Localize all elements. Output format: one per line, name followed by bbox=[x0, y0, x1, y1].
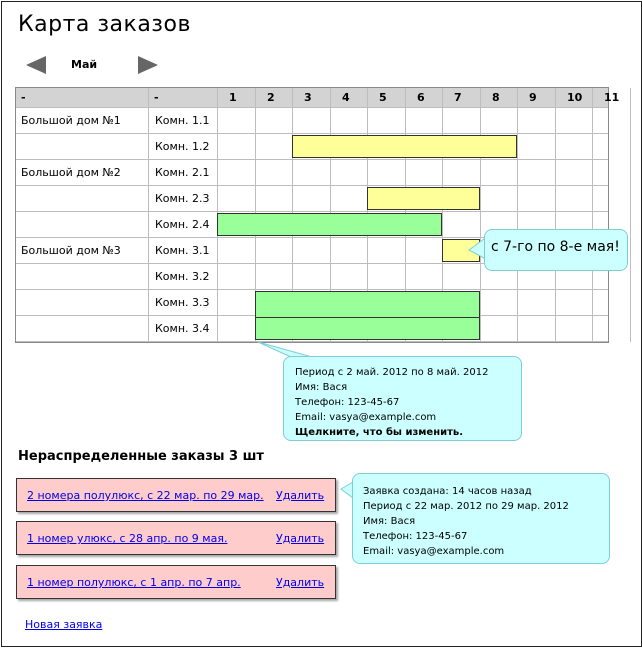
day-header: 4 bbox=[342, 91, 350, 104]
delete-order-link[interactable]: Удалить bbox=[276, 489, 325, 502]
range-callout bbox=[484, 229, 628, 271]
range-callout-text: с 7-го по 8-е мая! bbox=[491, 239, 620, 255]
order-link[interactable]: 2 номера полулюкс, с 22 мар. по 29 мар. bbox=[27, 489, 264, 502]
room-label: Комн. 3.2 bbox=[155, 270, 210, 283]
request-name: Имя: Вася bbox=[363, 516, 416, 527]
room-label: Комн. 3.1 bbox=[155, 244, 210, 257]
order-link[interactable]: 1 номер полулюкс, с 1 апр. по 7 апр. bbox=[27, 576, 241, 589]
request-info-callout bbox=[352, 473, 610, 564]
request-period: Период с 22 мар. 2012 по 29 мар. 2012 bbox=[363, 501, 569, 512]
day-header: 7 bbox=[454, 91, 462, 104]
room-label: Комн. 2.3 bbox=[155, 192, 210, 205]
order-item bbox=[16, 565, 336, 599]
room-label: Комн. 1.1 bbox=[155, 114, 210, 127]
order-item bbox=[16, 521, 336, 555]
unassigned-title: Нераспределенные заказы 3 шт bbox=[18, 449, 264, 464]
booking-hint: Щелкните, что бы изменить. bbox=[295, 427, 464, 438]
page-title: Карта заказов bbox=[18, 12, 191, 37]
current-month: Май bbox=[71, 58, 98, 71]
booking-name: Имя: Вася bbox=[295, 382, 348, 393]
day-header: 1 bbox=[229, 91, 237, 104]
day-header: 10 bbox=[567, 91, 583, 104]
order-link[interactable]: 1 номер улюкс, с 28 апр. по 9 мая. bbox=[27, 532, 228, 545]
day-header: 5 bbox=[379, 91, 387, 104]
room-label: Комн. 3.3 bbox=[155, 296, 210, 309]
house-label: Большой дом №2 bbox=[21, 166, 121, 179]
order-item bbox=[16, 478, 336, 512]
room-label: Комн. 3.4 bbox=[155, 322, 210, 335]
request-phone: Телефон: 123-45-67 bbox=[363, 531, 468, 542]
room-label: Комн. 2.4 bbox=[155, 218, 210, 231]
day-header: 3 bbox=[304, 91, 312, 104]
room-label: Комн. 1.2 bbox=[155, 140, 210, 153]
booking-info-callout bbox=[283, 356, 522, 441]
room-label: Комн. 2.1 bbox=[155, 166, 210, 179]
delete-order-link[interactable]: Удалить bbox=[276, 576, 325, 589]
request-email: Email: vasya@example.com bbox=[363, 546, 505, 557]
house-label: Большой дом №1 bbox=[21, 114, 121, 127]
booking-period: Период с 2 май. 2012 по 8 май. 2012 bbox=[295, 367, 489, 378]
day-header: 2 bbox=[267, 91, 275, 104]
house-label: Большой дом №3 bbox=[21, 244, 121, 257]
day-header: 6 bbox=[417, 91, 425, 104]
delete-order-link[interactable]: Удалить bbox=[276, 532, 325, 545]
new-request-link[interactable]: Новая заявка bbox=[25, 618, 103, 631]
header-room: - bbox=[154, 91, 159, 104]
day-header: 11 bbox=[604, 91, 620, 104]
day-header: 9 bbox=[529, 91, 537, 104]
booking-email: Email: vasya@example.com bbox=[295, 412, 437, 423]
header-house: - bbox=[21, 91, 26, 104]
booking-phone: Телефон: 123-45-67 bbox=[295, 397, 400, 408]
request-created: Заявка создана: 14 часов назад bbox=[363, 486, 532, 497]
day-header: 8 bbox=[492, 91, 500, 104]
